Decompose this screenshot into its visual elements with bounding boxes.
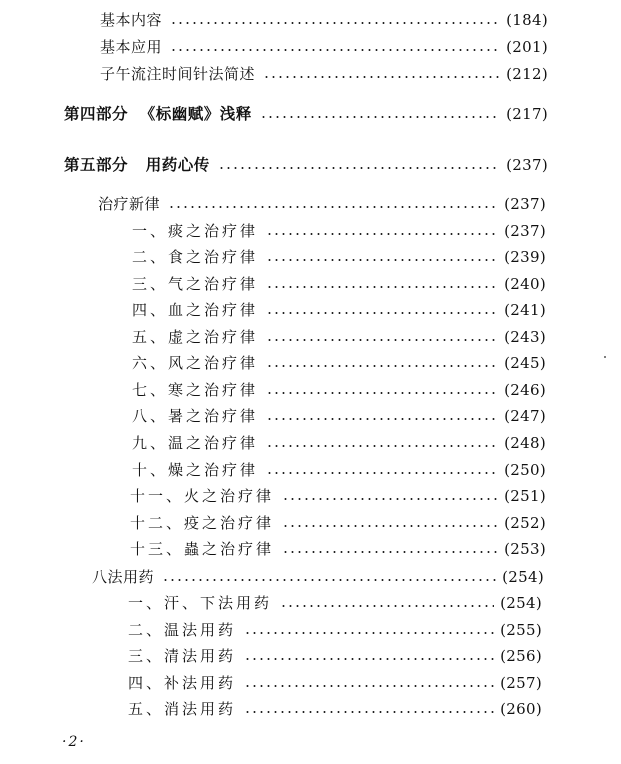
toc-subentry-page: (248) <box>504 434 546 452</box>
toc-section <box>98 191 546 217</box>
toc-subentry <box>128 590 542 616</box>
toc-subentry-title: 三、气之治疗律 <box>132 275 259 293</box>
toc-subentry <box>128 617 542 643</box>
toc-leader <box>266 392 498 394</box>
toc-leader <box>266 418 498 420</box>
toc-entry-page: (184) <box>506 11 548 29</box>
toc-subentry <box>130 483 546 509</box>
toc-subentry-title: 四、补法用药 <box>128 674 237 692</box>
scan-speck <box>604 356 606 358</box>
toc-subentry-title: 十三、蟲之治疗律 <box>130 540 275 558</box>
toc-entry <box>100 34 548 60</box>
toc-leader <box>244 632 494 634</box>
toc-subentry-title: 五、消法用药 <box>128 700 237 718</box>
toc-leader <box>170 49 500 51</box>
toc-leader <box>266 445 498 447</box>
toc-subentry <box>132 218 546 244</box>
toc-subentry <box>132 271 546 297</box>
toc-leader <box>282 551 498 553</box>
toc-subentry <box>132 457 546 483</box>
toc-subentry <box>132 244 546 270</box>
toc-leader <box>266 365 498 367</box>
toc-subentry <box>128 643 542 669</box>
toc-subentry-page: (240) <box>504 275 546 293</box>
page-number: ·2· <box>62 734 86 750</box>
toc-subentry-page: (256) <box>500 647 542 665</box>
toc-subentry-page: (254) <box>500 594 542 612</box>
toc-subentry-title: 六、风之治疗律 <box>132 354 259 372</box>
toc-subentry <box>132 403 546 429</box>
toc-section-title: 治疗新律 <box>98 195 161 213</box>
toc-subentry-page: (243) <box>504 328 546 346</box>
toc-leader <box>266 233 498 235</box>
toc-part-page: (217) <box>506 105 548 123</box>
toc-leader <box>263 76 500 78</box>
toc-section-title: 八法用药 <box>92 568 155 586</box>
toc-part-title: 第五部分 用药心传 <box>64 155 210 174</box>
toc-subentry <box>132 324 546 350</box>
toc-subentry-page: (247) <box>504 407 546 425</box>
toc-leader <box>282 498 498 500</box>
toc-subentry-page: (260) <box>500 700 542 718</box>
toc-leader <box>244 685 494 687</box>
toc-subentry-title: 二、食之治疗律 <box>132 248 259 266</box>
toc-subentry-page: (239) <box>504 248 546 266</box>
toc-entry-title: 子午流注时间针法简述 <box>100 65 256 83</box>
toc-part-title: 第四部分 《标幽赋》浅释 <box>64 104 252 123</box>
toc-leader <box>266 286 498 288</box>
toc-leader <box>170 22 500 24</box>
toc-subentry-title: 三、清法用药 <box>128 647 237 665</box>
toc-entry-title: 基本内容 <box>100 11 163 29</box>
toc-leader <box>266 259 498 261</box>
toc-section-page: (237) <box>504 195 546 213</box>
toc-leader <box>282 525 498 527</box>
toc-subentry-title: 九、温之治疗律 <box>132 434 259 452</box>
toc-leader <box>266 339 498 341</box>
toc-subentry-title: 四、血之治疗律 <box>132 301 259 319</box>
toc-subentry-title: 八、暑之治疗律 <box>132 407 259 425</box>
toc-subentry <box>130 536 546 562</box>
toc-part-heading <box>64 152 548 178</box>
toc-subentry-page: (250) <box>504 461 546 479</box>
toc-leader <box>162 579 496 581</box>
toc-leader <box>266 312 498 314</box>
toc-section-page: (254) <box>502 568 544 586</box>
toc-subentry-title: 五、虚之治疗律 <box>132 328 259 346</box>
toc-entry <box>100 7 548 33</box>
toc-subentry-page: (252) <box>504 514 546 532</box>
toc-subentry-title: 二、温法用药 <box>128 621 237 639</box>
toc-subentry-page: (245) <box>504 354 546 372</box>
toc-subentry <box>128 670 542 696</box>
toc-leader <box>260 116 500 118</box>
toc-subentry-title: 十、燥之治疗律 <box>132 461 259 479</box>
toc-entry-title: 基本应用 <box>100 38 163 56</box>
toc-leader <box>280 605 494 607</box>
toc-entry <box>100 61 548 87</box>
toc-leader <box>266 472 498 474</box>
toc-subentry <box>130 510 546 536</box>
toc-entry-page: (201) <box>506 38 548 56</box>
toc-subentry <box>132 350 546 376</box>
toc-subentry-page: (237) <box>504 222 546 240</box>
toc-subentry <box>132 430 546 456</box>
toc-subentry-page: (246) <box>504 381 546 399</box>
toc-subentry <box>128 696 542 722</box>
toc-subentry-page: (251) <box>504 487 546 505</box>
toc-subentry-title: 十二、疫之治疗律 <box>130 514 275 532</box>
toc-subentry-title: 一、汗、下法用药 <box>128 594 273 612</box>
toc-leader <box>244 711 494 713</box>
toc-subentry-page: (253) <box>504 540 546 558</box>
toc-subentry-title: 七、寒之治疗律 <box>132 381 259 399</box>
toc-subentry-page: (255) <box>500 621 542 639</box>
toc-part-heading <box>64 101 548 127</box>
toc-section <box>92 564 544 590</box>
toc-subentry-page: (257) <box>500 674 542 692</box>
toc-subentry <box>132 377 546 403</box>
toc-subentry-title: 一、痰之治疗律 <box>132 222 259 240</box>
toc-part-page: (237) <box>506 156 548 174</box>
toc-entry-page: (212) <box>506 65 548 83</box>
toc-subentry-page: (241) <box>504 301 546 319</box>
toc-leader <box>168 206 498 208</box>
toc-leader <box>218 167 500 169</box>
toc-leader <box>244 658 494 660</box>
toc-subentry <box>132 297 546 323</box>
toc-subentry-title: 十一、火之治疗律 <box>130 487 275 505</box>
